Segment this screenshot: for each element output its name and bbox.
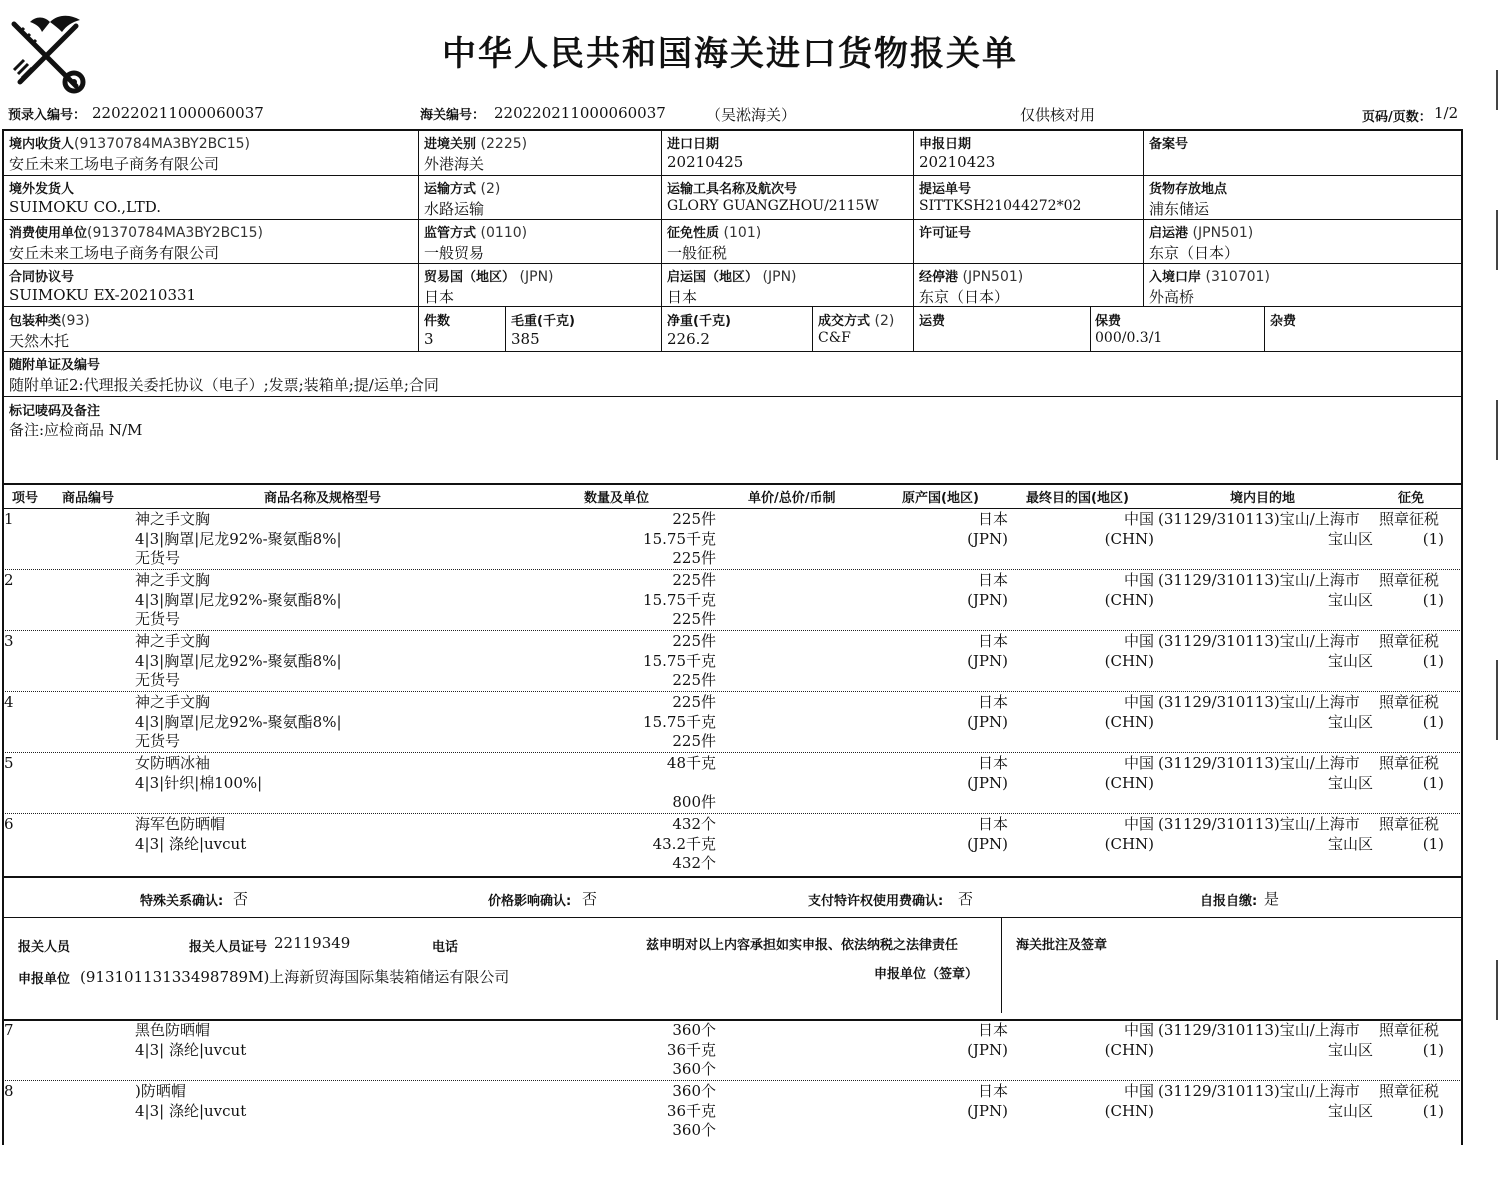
price-impact-value: 否 — [582, 890, 598, 908]
customs-no-label: 海关编号： — [420, 108, 486, 123]
package-type-value: 天然木托 — [9, 332, 70, 350]
item-dest: 中国 — [1123, 1021, 1154, 1039]
item-levy-code: (1) — [1422, 1101, 1444, 1120]
item-dest: 中国 — [1123, 815, 1154, 833]
for-check-note: 仅供核对用 — [1020, 106, 1096, 124]
item-qty-1: 48千克 — [666, 754, 716, 772]
vessel-value: GLORY GUANGZHOU/2115W — [667, 198, 879, 214]
item-qty-2: 15.75千克 — [643, 651, 716, 670]
scan-edge-mark — [1496, 210, 1498, 270]
rule — [661, 129, 662, 351]
item-qty-1: 360个 — [672, 1021, 716, 1039]
rule — [505, 306, 506, 351]
storage-value: 浦东储运 — [1149, 200, 1210, 218]
origin-country-value: 日本 — [667, 288, 698, 306]
item-domestic: (31129/310113)宝山/上海市 — [1158, 693, 1360, 711]
transport-mode-value: 水路运输 — [424, 200, 485, 218]
net-weight-label: 净重(千克) — [667, 314, 731, 329]
rule — [2, 306, 1462, 307]
item-origin: 日本 — [977, 571, 1008, 589]
item-levy: 照章征税 — [1379, 754, 1440, 772]
item-domestic-district: 宝山区 — [1327, 590, 1373, 609]
item-origin-code: (JPN) — [967, 712, 1008, 731]
item-domestic: (31129/310113)宝山/上海市 — [1158, 1021, 1360, 1039]
item-domestic-district: 宝山区 — [1327, 529, 1373, 548]
item-origin: 日本 — [977, 1021, 1008, 1039]
item-dest-code: (CHN) — [1104, 1040, 1154, 1059]
item-dest: 中国 — [1123, 571, 1154, 589]
item-qty-2: 15.75千克 — [643, 590, 716, 609]
item-qty-1: 225件 — [672, 510, 716, 528]
rule — [418, 129, 419, 351]
declarant-person-label: 报关人员 — [18, 940, 71, 955]
supervision-label: 监管方式 (0110) — [424, 225, 528, 241]
item-origin-code: (JPN) — [967, 651, 1008, 670]
item-no: 5 — [4, 754, 14, 772]
item-domestic-district: 宝山区 — [1327, 834, 1373, 853]
declarant-cert-label: 报关人员证号 — [189, 940, 268, 955]
item-domestic: (31129/310113)宝山/上海市 — [1158, 815, 1360, 833]
customs-number: 220220211000060037 — [494, 104, 666, 122]
item-levy-code: (1) — [1422, 1040, 1444, 1059]
dep-port-value: 东京（日本） — [1149, 244, 1240, 262]
item-domestic-district: 宝山区 — [1327, 773, 1373, 792]
rule — [1090, 306, 1091, 351]
item-qty-1: 225件 — [672, 571, 716, 589]
item-no: 8 — [4, 1082, 14, 1100]
declare-date-label: 申报日期 — [919, 137, 972, 152]
item-qty-2: 43.2千克 — [652, 834, 716, 853]
vessel-label: 运输工具名称及航次号 — [667, 182, 798, 197]
item-qty-3: 225件 — [672, 549, 716, 567]
customs-sign-label: 海关批注及签章 — [1016, 938, 1108, 953]
rule — [2, 508, 1462, 509]
declarant-seal-label: 申报单位（签章） — [874, 967, 979, 982]
table-row — [0, 571, 1462, 632]
table-row — [0, 632, 1462, 693]
entry-place-label: 入境口岸 (310701) — [1149, 269, 1270, 285]
item-origin-code: (JPN) — [967, 1101, 1008, 1120]
item-no: 7 — [4, 1021, 14, 1039]
item-spec: 4|3|胸罩|尼龙92%-聚氨酯8%| — [135, 529, 342, 548]
col-header-origin: 原产国(地区) — [902, 491, 979, 506]
item-origin: 日本 — [977, 754, 1008, 772]
item-name: 女防晒冰袖 — [135, 754, 211, 772]
item-article: 无货号 — [135, 671, 181, 689]
item-domestic-district: 宝山区 — [1327, 1040, 1373, 1059]
item-spec: 4|3| 涤纶|uvcut — [135, 1101, 247, 1120]
item-spec: 4|3|胸罩|尼龙92%-聚氨酯8%| — [135, 590, 342, 609]
item-dest: 中国 — [1123, 693, 1154, 711]
package-type-label: 包装种类(93) — [9, 313, 90, 329]
item-origin-code: (JPN) — [967, 529, 1008, 548]
contract-value: SUIMOKU EX-20210331 — [9, 286, 197, 304]
scan-edge-mark — [1496, 660, 1498, 740]
trade-country-value: 日本 — [424, 288, 455, 306]
item-origin-code: (JPN) — [967, 773, 1008, 792]
item-origin: 日本 — [977, 693, 1008, 711]
stop-port-label: 经停港 (JPN501) — [919, 269, 1024, 285]
item-domestic: (31129/310113)宝山/上海市 — [1158, 632, 1360, 650]
declarant-phone-label: 电话 — [432, 940, 459, 955]
item-qty-2: 15.75千克 — [643, 529, 716, 548]
deal-mode-value: C&F — [818, 330, 851, 346]
rule — [2, 129, 1462, 131]
item-name: )防晒帽 — [135, 1082, 186, 1100]
net-weight-value: 226.2 — [667, 330, 710, 348]
pieces-value: 3 — [424, 330, 434, 348]
scan-edge-mark — [1496, 70, 1498, 110]
shipper-label: 境外发货人 — [9, 182, 75, 197]
table-row — [0, 1082, 1462, 1143]
item-name: 神之手文胸 — [135, 632, 211, 650]
item-dest-code: (CHN) — [1104, 712, 1154, 731]
freight-label: 运费 — [919, 314, 946, 329]
item-levy-code: (1) — [1422, 651, 1444, 670]
item-levy: 照章征税 — [1379, 1021, 1440, 1039]
shipper-value: SUIMOKU CO.,LTD. — [9, 198, 162, 216]
item-spec: 4|3| 涤纶|uvcut — [135, 1040, 247, 1059]
bill-no-value: SITTKSH21044272*02 — [919, 198, 1082, 214]
gross-weight-label: 毛重(千克) — [511, 314, 575, 329]
page-title: 中华人民共和国海关进口货物报关单 — [442, 34, 1018, 74]
rule — [2, 483, 1462, 485]
levy-nature-label: 征免性质 (101) — [667, 225, 762, 241]
pieces-label: 件数 — [424, 314, 451, 329]
consignee-value: 安丘未来工场电子商务有限公司 — [9, 155, 220, 173]
item-origin-code: (JPN) — [967, 590, 1008, 609]
entry-port-label: 进境关别 (2225) — [424, 136, 528, 152]
dep-port-label: 启运港 (JPN501) — [1149, 225, 1254, 241]
item-levy: 照章征税 — [1379, 571, 1440, 589]
item-origin: 日本 — [977, 1082, 1008, 1100]
item-levy-code: (1) — [1422, 712, 1444, 731]
item-name: 神之手文胸 — [135, 510, 211, 528]
transport-mode-label: 运输方式 (2) — [424, 181, 501, 197]
table-row — [0, 510, 1462, 571]
stop-port-value: 东京（日本） — [919, 288, 1010, 306]
declare-date-value: 20210423 — [919, 153, 996, 171]
table-row — [0, 815, 1462, 876]
levy-nature-value: 一般征税 — [667, 244, 728, 262]
import-date-label: 进口日期 — [667, 137, 720, 152]
prerecord-number: 220220211000060037 — [92, 104, 264, 122]
rule — [2, 263, 1462, 264]
item-levy: 照章征税 — [1379, 693, 1440, 711]
self-pay-label: 自报自缴: — [1200, 894, 1258, 909]
rule — [2, 876, 1462, 878]
item-qty-3: 225件 — [672, 732, 716, 750]
item-origin-code: (JPN) — [967, 834, 1008, 853]
item-spec: 4|3|胸罩|尼龙92%-聚氨酯8%| — [135, 712, 342, 731]
item-name: 黑色防晒帽 — [135, 1021, 211, 1039]
rule — [2, 175, 1462, 176]
item-levy: 照章征税 — [1379, 632, 1440, 650]
declarant-statement: 兹申明对以上内容承担如实申报、依法纳税之法律责任 — [646, 938, 959, 953]
item-dest: 中国 — [1123, 632, 1154, 650]
entry-place-value: 外高桥 — [1149, 288, 1195, 306]
item-domestic-district: 宝山区 — [1327, 1101, 1373, 1120]
rule — [2, 917, 1462, 918]
item-qty-3: 800件 — [672, 793, 716, 811]
insurance-label: 保费 — [1095, 314, 1122, 329]
origin-country-label: 启运国（地区） (JPN) — [667, 269, 797, 285]
item-spec: 4|3|针织|棉100%| — [135, 773, 263, 792]
item-domestic: (31129/310113)宝山/上海市 — [1158, 510, 1360, 528]
page-number: 1/2 — [1434, 104, 1459, 122]
marks-label: 标记唛码及备注 — [9, 404, 101, 419]
item-qty-1: 225件 — [672, 632, 716, 650]
misc-fee-label: 杂费 — [1270, 314, 1297, 329]
customs-office: （吴淞海关） — [706, 106, 797, 124]
royalty-value: 否 — [958, 890, 974, 908]
item-dest: 中国 — [1123, 510, 1154, 528]
item-dest-code: (CHN) — [1104, 651, 1154, 670]
docs-label: 随附单证及编号 — [9, 358, 101, 373]
item-domestic-district: 宝山区 — [1327, 651, 1373, 670]
table-row — [0, 693, 1462, 754]
item-qty-1: 225件 — [672, 693, 716, 711]
item-name: 神之手文胸 — [135, 693, 211, 711]
rule — [913, 129, 914, 351]
item-article: 无货号 — [135, 610, 181, 628]
item-origin: 日本 — [977, 510, 1008, 528]
item-no: 3 — [4, 632, 14, 650]
col-header-levy: 征免 — [1398, 491, 1425, 506]
item-levy-code: (1) — [1422, 773, 1444, 792]
item-qty-2: 36千克 — [666, 1101, 716, 1120]
self-pay-value: 是 — [1264, 890, 1280, 908]
item-article: 无货号 — [135, 732, 181, 750]
item-article: 无货号 — [135, 549, 181, 567]
item-domestic: (31129/310113)宝山/上海市 — [1158, 754, 1360, 772]
item-levy: 照章征税 — [1379, 1082, 1440, 1100]
scan-edge-mark — [1496, 960, 1498, 1020]
storage-label: 货物存放地点 — [1149, 182, 1228, 197]
item-dest-code: (CHN) — [1104, 834, 1154, 853]
insurance-value: 000/0.3/1 — [1095, 330, 1163, 346]
item-dest: 中国 — [1123, 754, 1154, 772]
item-dest-code: (CHN) — [1104, 773, 1154, 792]
docs-value: 随附单证2:代理报关委托协议（电子）;发票;装箱单;提/运单;合同 — [9, 376, 439, 394]
entry-port-value: 外港海关 — [424, 155, 485, 173]
royalty-label: 支付特许权使用费确认: — [808, 894, 944, 909]
item-qty-1: 432个 — [672, 815, 716, 833]
rule — [2, 219, 1462, 220]
item-levy: 照章征税 — [1379, 815, 1440, 833]
item-qty-3: 360个 — [672, 1121, 716, 1139]
table-row — [0, 1021, 1462, 1082]
item-domestic: (31129/310113)宝山/上海市 — [1158, 1082, 1360, 1100]
item-dest-code: (CHN) — [1104, 1101, 1154, 1120]
item-levy: 照章征税 — [1379, 510, 1440, 528]
page-label: 页码/页数： — [1362, 110, 1432, 125]
bill-no-label: 提运单号 — [919, 182, 972, 197]
item-levy-code: (1) — [1422, 529, 1444, 548]
rule — [1143, 129, 1144, 306]
item-origin: 日本 — [977, 632, 1008, 650]
declarant-unit-label: 申报单位 — [18, 972, 71, 987]
item-spec: 4|3|胸罩|尼龙92%-聚氨酯8%| — [135, 651, 342, 670]
rule — [1001, 917, 1002, 1013]
col-header-domestic: 境内目的地 — [1230, 491, 1296, 506]
prerecord-label: 预录入编号： — [8, 108, 87, 123]
supervision-value: 一般贸易 — [424, 244, 485, 262]
gross-weight-value: 385 — [511, 330, 540, 348]
consignee-label: 境内收货人(91370784MA3BY2BC15) — [9, 136, 251, 152]
rule — [2, 396, 1462, 397]
record-no-label: 备案号 — [1149, 137, 1189, 152]
consumer-value: 安丘未来工场电子商务有限公司 — [9, 244, 220, 262]
item-dest: 中国 — [1123, 1082, 1154, 1100]
item-domestic: (31129/310113)宝山/上海市 — [1158, 571, 1360, 589]
item-name: 神之手文胸 — [135, 571, 211, 589]
consumer-label: 消费使用单位(91370784MA3BY2BC15) — [9, 225, 264, 241]
item-levy-code: (1) — [1422, 590, 1444, 609]
declarant-cert-no: 22119349 — [274, 934, 351, 952]
rule — [1264, 306, 1265, 351]
col-header-price: 单价/总价/币制 — [748, 491, 836, 506]
item-qty-1: 360个 — [672, 1082, 716, 1100]
license-label: 许可证号 — [919, 226, 972, 241]
item-no: 1 — [4, 510, 14, 528]
rule — [2, 351, 1462, 352]
rule — [812, 306, 813, 351]
item-name: 海军色防晒帽 — [135, 815, 226, 833]
deal-mode-label: 成交方式 (2) — [818, 313, 895, 329]
item-qty-3: 225件 — [672, 610, 716, 628]
col-header-item-no: 项号 — [12, 491, 39, 506]
item-dest-code: (CHN) — [1104, 590, 1154, 609]
item-no: 4 — [4, 693, 14, 711]
item-qty-3: 432个 — [672, 854, 716, 872]
item-no: 6 — [4, 815, 14, 833]
item-origin: 日本 — [977, 815, 1008, 833]
col-header-name: 商品名称及规格型号 — [264, 491, 382, 506]
col-header-dest: 最终目的国(地区) — [1026, 491, 1129, 506]
declarant-unit-value: (91310113133498789M)上海新贸海国际集装箱储运有限公司 — [80, 968, 510, 986]
item-qty-3: 225件 — [672, 671, 716, 689]
item-qty-2: 15.75千克 — [643, 712, 716, 731]
contract-label: 合同协议号 — [9, 270, 75, 285]
item-spec: 4|3| 涤纶|uvcut — [135, 834, 247, 853]
col-header-quantity: 数量及单位 — [584, 491, 650, 506]
item-dest-code: (CHN) — [1104, 529, 1154, 548]
item-levy-code: (1) — [1422, 834, 1444, 853]
special-relation-value: 否 — [233, 890, 249, 908]
import-date-value: 20210425 — [667, 153, 744, 171]
col-header-code: 商品编号 — [62, 491, 115, 506]
item-qty-2: 36千克 — [666, 1040, 716, 1059]
item-origin-code: (JPN) — [967, 1040, 1008, 1059]
price-impact-label: 价格影响确认: — [488, 894, 572, 909]
special-relation-label: 特殊关系确认: — [140, 894, 224, 909]
trade-country-label: 贸易国（地区） (JPN) — [424, 269, 554, 285]
table-row — [0, 754, 1462, 815]
item-domestic-district: 宝山区 — [1327, 712, 1373, 731]
marks-value: 备注:应检商品 N/M — [9, 421, 143, 439]
item-no: 2 — [4, 571, 14, 589]
item-qty-3: 360个 — [672, 1060, 716, 1078]
scan-edge-mark — [1496, 400, 1498, 460]
